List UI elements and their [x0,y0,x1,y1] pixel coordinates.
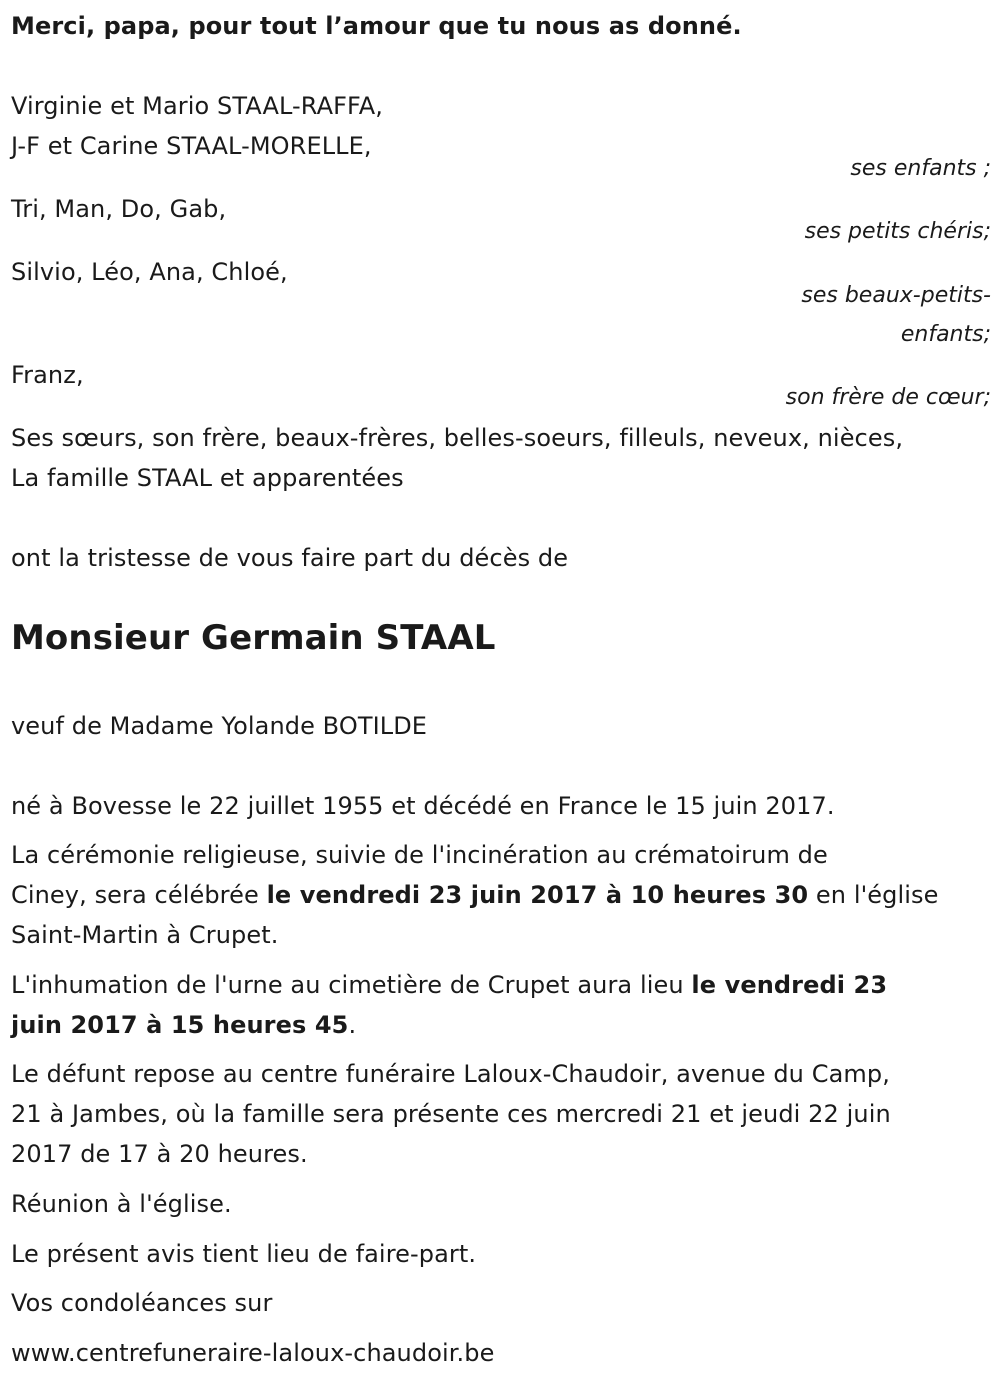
ceremony-text-pre: Ciney, sera célébrée [11,881,267,909]
headline: Merci, papa, pour tout l’amour que tu nous as donné. [11,12,742,40]
reunion-line: Réunion à l'église. [11,1190,232,1218]
inhumation-text-post: . [348,1011,357,1039]
inhumation-date-part2: juin 2017 à 15 heures 45 [11,1011,349,1039]
ceremony-line-1: La cérémonie religieuse, suivie de l'incinération au crématoirum de [11,841,828,869]
brother-of-heart-line: Franz, [11,361,84,389]
notice-line: Le présent avis tient lieu de faire-part. [11,1240,477,1268]
step-grandchildren-role-2: enfants; [900,322,991,347]
ceremony-text-post: en l'église [808,881,939,909]
ceremony-line-2 [11,875,939,915]
inhumation-date-part1: le vendredi 23 [691,971,888,999]
ceremony-date: le vendredi 23 juin 2017 à 10 heures 30 [266,881,809,909]
inhumation-line-2 [11,1005,356,1045]
children-line-1: Virginie et Mario STAAL-RAFFA, [11,92,383,120]
siblings-line: Ses sœurs, son frère, beaux-frères, belles-soeurs, filleuls, neveux, nièces, [11,424,904,452]
announcement-line: ont la tristesse de vous faire part du décès de [11,544,569,572]
inhumation-line-1 [11,965,887,1005]
website-link[interactable]: www.centrefuneraire-laloux-chaudoir.be [11,1339,495,1367]
step-grandchildren-line: Silvio, Léo, Ana, Chloé, [11,258,288,286]
grandchildren-role: ses petits chéris; [804,219,991,244]
widower-line: veuf de Madame Yolande BOTILDE [11,712,428,740]
rest-line-3: 2017 de 17 à 20 heures. [11,1140,308,1168]
rest-line-1: Le défunt repose au centre funéraire Laloux-Chaudoir, avenue du Camp, [11,1060,890,1088]
grandchildren-line: Tri, Man, Do, Gab, [11,195,227,223]
children-line-2: J-F et Carine STAAL-MORELLE, [11,132,372,160]
condolences-line: Vos condoléances sur [11,1289,273,1317]
rest-line-2: 21 à Jambes, où la famille sera présente ces mercredi 21 et jeudi 22 juin [11,1100,891,1128]
birth-death-line: né à Bovesse le 22 juillet 1955 et décédé en France le 15 juin 2017. [11,792,835,820]
extended-family-line: La famille STAAL et apparentées [11,464,404,492]
inhumation-text-pre: L'inhumation de l'urne au cimetière de Crupet aura lieu [11,971,692,999]
children-role: ses enfants ; [850,156,991,181]
deceased-name: Monsieur Germain STAAL [11,618,496,658]
ceremony-line-3: Saint-Martin à Crupet. [11,921,279,949]
step-grandchildren-role-1: ses beaux-petits- [801,283,991,308]
brother-of-heart-role: son frère de cœur; [785,385,991,410]
